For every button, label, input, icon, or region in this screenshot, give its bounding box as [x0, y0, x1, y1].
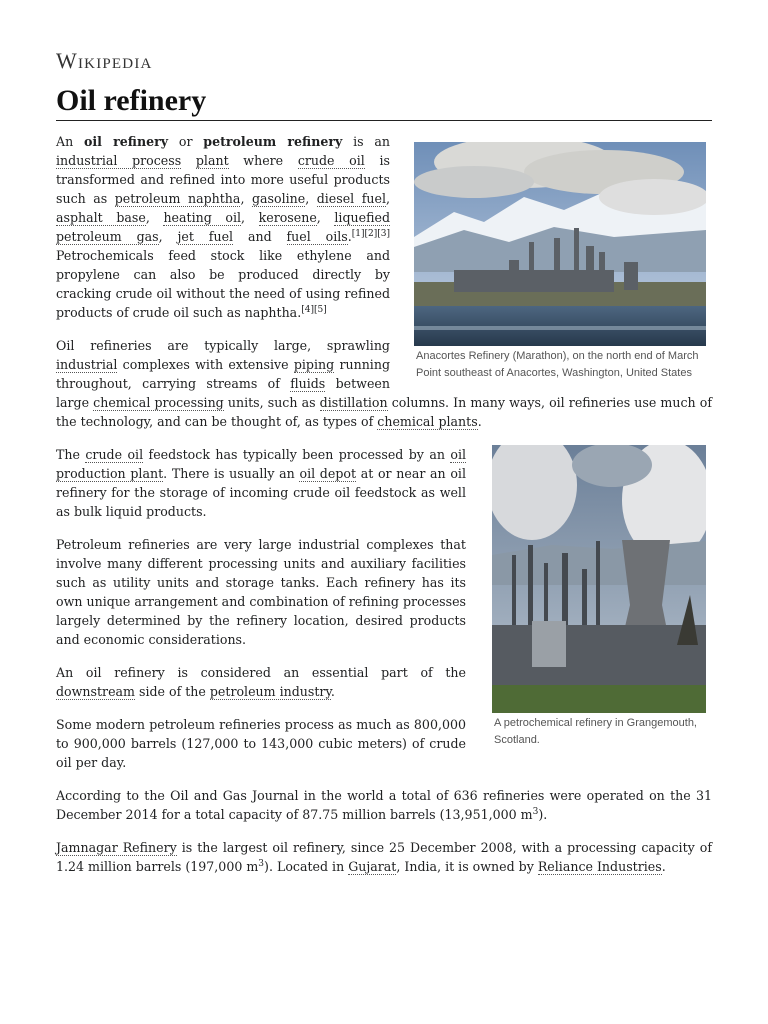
link-gujarat[interactable]: Gujarat — [348, 859, 397, 874]
figure-grangemouth — [492, 445, 706, 748]
link-fuel-oils[interactable]: fuel oils — [286, 229, 348, 244]
reference-links[interactable]: [1][2][3] — [351, 228, 391, 239]
link-downstream[interactable]: downstream — [56, 684, 135, 699]
link-petroleum-naphtha[interactable]: petroleum naphtha — [114, 191, 241, 206]
paragraph-4: Petroleum refineries are very large industrial complexes that involve many different processing units and auxiliary facilities such as utility units and storage tanks. Each refinery has its own unique arrangement and combination of refining processes largely determined by the refinery location, desired products and economic considerations. — [56, 537, 466, 647]
link-plant[interactable]: plant — [195, 153, 229, 168]
link-petroleum-industry[interactable]: petroleum industry — [209, 684, 331, 699]
paragraph-7: According to the Oil and Gas Journal in the world a total of 636 refineries were operated on the 31 December 2014 for a total capacity of 87.75 million barrels (13,951,000 $m^3$). — [56, 788, 712, 822]
link-fluids[interactable]: fluids — [290, 376, 326, 391]
link-industrial-process[interactable]: industrial process — [56, 153, 182, 168]
paragraph-3: The crude oil feedstock has typically been processed by an oil production plant. There is usually an oil depot at or near an oil refinery for the storage of incoming crude oil feedstock as well as bulk liquid products. — [56, 447, 466, 519]
paragraph-5: An oil refinery is considered an essential part of the downstream side of the petroleum industry. — [56, 665, 466, 699]
reference-links[interactable]: [4][5] — [301, 304, 327, 315]
paragraph-8: Jamnagar Refinery is the largest oil refinery, since 25 December 2008, with a processing capacity of 1.24 million barrels (197,000 $m^3$). Located in Gujarat, India, it is owned by Reliance Industries. — [56, 840, 712, 874]
article-body — [56, 132, 712, 890]
link-chemical-plants[interactable]: chemical plants — [377, 414, 478, 429]
page-title: Oil refinery — [56, 84, 712, 121]
figure-caption: Anacortes Refinery (Marathon), on the north end of March Point southeast of Anacortes, Washington, United States — [416, 350, 699, 379]
link-asphalt-base[interactable]: asphalt base — [56, 210, 146, 225]
paragraph-1: An oil refinery or petroleum refinery is an industrial process plant where crude oil is transformed and refined into more useful products such as petroleum naphtha, gasoline, diesel fuel, asphalt base, heating oil, kerosene, liquefied petroleum gas, jet fuel and fuel oils.[1][2][3] Petrochemicals feed stock like ethylene and propylene can also be produced directly by cracking crude oil without the need of using refined products of crude oil such as naphtha.[4][5] — [56, 134, 391, 320]
paragraph-6: Some modern petroleum refineries process as much as 800,000 to 900,000 barrels (127,000 to 143,000 cubic meters) of crude oil per day. — [56, 717, 466, 770]
link-oil-depot[interactable]: oil depot — [299, 466, 357, 481]
link-crude-oil[interactable]: crude oil — [85, 447, 144, 462]
paragraph-2: Oil refineries are typically large, sprawling industrial complexes with extensive piping running throughout, carrying streams of fluids between large chemical processing units, such as distillation columns. In many ways, oil refineries use much of the technology, and can be thought of, as types of chemical plants. — [56, 338, 712, 429]
link-oil-production-plant[interactable]: oil production plant — [56, 447, 466, 481]
link-distillation[interactable]: distillation — [319, 395, 388, 410]
link-gasoline[interactable]: gasoline — [251, 191, 306, 206]
figure-anacortes — [414, 142, 706, 381]
grangemouth-refinery-image[interactable] — [492, 445, 706, 713]
wikipedia-wordmark[interactable]: Wikipedia — [56, 48, 153, 73]
link-diesel-fuel[interactable]: diesel fuel — [316, 191, 386, 206]
link-piping[interactable]: piping — [293, 357, 335, 372]
anacortes-refinery-image[interactable] — [414, 142, 706, 346]
link-heating-oil[interactable]: heating oil — [163, 210, 242, 225]
link-kerosene[interactable]: kerosene — [258, 210, 317, 225]
link-industrial[interactable]: industrial — [56, 357, 118, 372]
link-jet-fuel[interactable]: jet fuel — [177, 229, 234, 244]
figure-caption: A petrochemical refinery in Grangemouth, Scotland. — [494, 717, 697, 746]
link-jamnagar-refinery[interactable]: Jamnagar Refinery — [56, 840, 177, 855]
link-chemical-processing[interactable]: chemical processing — [93, 395, 224, 410]
link-crude-oil[interactable]: crude oil — [297, 153, 365, 168]
link-liquefied-petroleum-gas[interactable]: liquefied petroleum gas — [56, 210, 391, 244]
link-reliance-industries[interactable]: Reliance Industries — [537, 859, 662, 874]
